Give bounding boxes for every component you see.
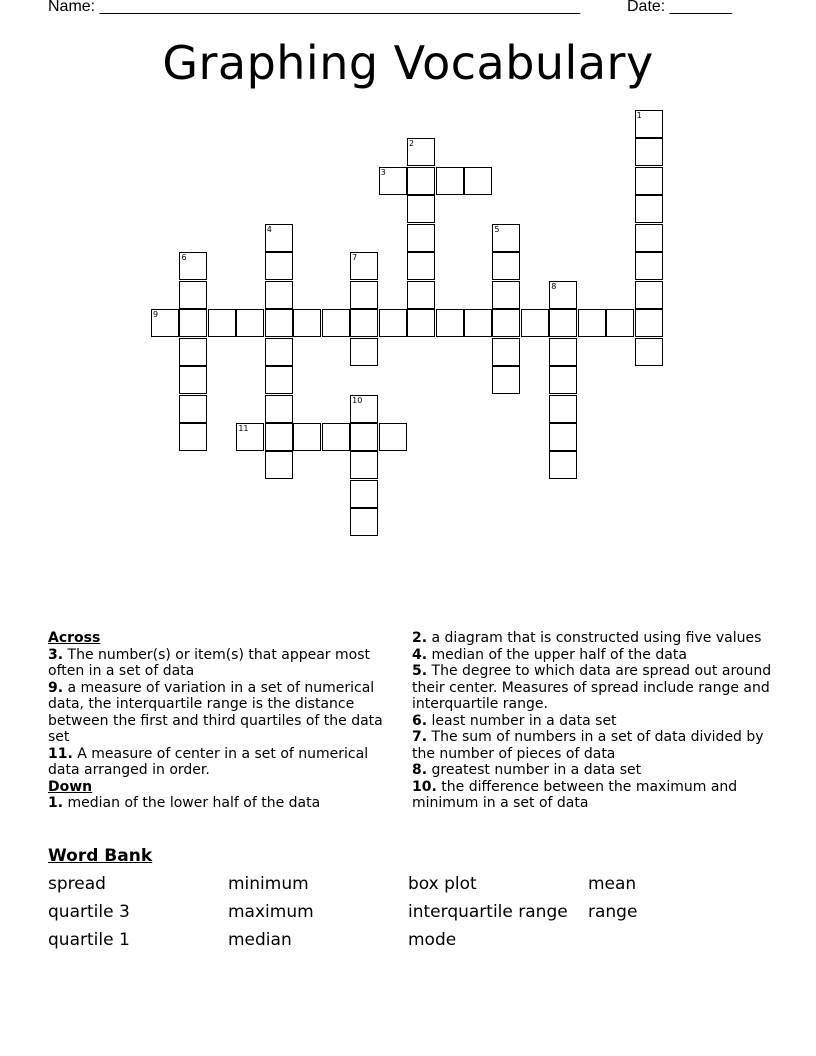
date-field: Date: _______ xyxy=(627,0,732,15)
crossword-cell[interactable] xyxy=(379,309,407,337)
word-bank-item: range xyxy=(588,902,638,922)
crossword-cell[interactable] xyxy=(606,309,634,337)
crossword-cell[interactable] xyxy=(293,423,321,451)
crossword-cell[interactable] xyxy=(635,110,663,138)
crossword-cell[interactable] xyxy=(265,451,293,479)
crossword-cell[interactable] xyxy=(265,224,293,252)
crossword-cell[interactable] xyxy=(549,366,577,394)
crossword-cell[interactable] xyxy=(635,309,663,337)
crossword-cell[interactable] xyxy=(179,423,207,451)
clues-left-column xyxy=(48,630,398,812)
crossword-cell[interactable] xyxy=(549,451,577,479)
clue-number: 3 xyxy=(380,167,386,177)
clue-number: 10 xyxy=(352,395,363,405)
clue-across-3: 3. The number(s) or item(s) that appear most often in a set of data xyxy=(48,646,370,679)
crossword-cell[interactable] xyxy=(549,281,577,309)
crossword-cell[interactable] xyxy=(379,423,407,451)
crossword-cell[interactable] xyxy=(350,451,378,479)
crossword-cell[interactable] xyxy=(635,167,663,195)
crossword-cell[interactable] xyxy=(265,281,293,309)
word-bank-item: maximum xyxy=(228,902,314,922)
crossword-cell[interactable] xyxy=(492,224,520,252)
clue-down-10: 10. the difference between the maximum and minimum in a set of data xyxy=(412,778,738,811)
crossword-cell[interactable] xyxy=(179,338,207,366)
crossword-cell[interactable] xyxy=(265,395,293,423)
crossword-cell[interactable] xyxy=(492,366,520,394)
crossword-cell[interactable] xyxy=(492,309,520,337)
clue-number: 5 xyxy=(494,224,500,234)
crossword-cell[interactable] xyxy=(179,252,207,280)
name-field: Name: ______________________________________________________ xyxy=(48,0,581,15)
clue-number: 6 xyxy=(181,253,187,263)
crossword-cell[interactable] xyxy=(492,252,520,280)
clue-down-1: 1. median of the lower half of the data xyxy=(48,795,321,811)
crossword-cell[interactable] xyxy=(492,338,520,366)
word-bank-item: mode xyxy=(408,930,457,950)
crossword-cell[interactable] xyxy=(293,309,321,337)
crossword-cell[interactable] xyxy=(407,224,435,252)
clue-number: 11 xyxy=(238,423,249,433)
word-bank-item: quartile 3 xyxy=(48,902,130,922)
clue-number: 9 xyxy=(153,310,159,320)
crossword-cell[interactable] xyxy=(350,395,378,423)
word-bank-item: mean xyxy=(588,874,637,894)
crossword-cell[interactable] xyxy=(265,366,293,394)
crossword-cell[interactable] xyxy=(635,281,663,309)
clue-number: 7 xyxy=(352,253,358,263)
crossword-cell[interactable] xyxy=(236,423,264,451)
crossword-cell[interactable] xyxy=(350,252,378,280)
page-title: Graphing Vocabulary xyxy=(162,36,654,90)
crossword-cell[interactable] xyxy=(464,167,492,195)
crossword-cell[interactable] xyxy=(265,423,293,451)
crossword-cell[interactable] xyxy=(492,281,520,309)
crossword-cell[interactable] xyxy=(350,480,378,508)
crossword-cell[interactable] xyxy=(179,281,207,309)
clue-number: 4 xyxy=(266,224,272,234)
crossword-cell[interactable] xyxy=(407,252,435,280)
crossword-cell[interactable] xyxy=(635,252,663,280)
crossword-cell[interactable] xyxy=(350,281,378,309)
clue-down-6: 6. least number in a data set xyxy=(412,712,617,729)
crossword-cell[interactable] xyxy=(265,338,293,366)
clue-down-4: 4. median of the upper half of the data xyxy=(412,646,687,663)
clue-down-7: 7. The sum of numbers in a set of data divided by the number of pieces of data xyxy=(412,729,764,762)
crossword-cell[interactable] xyxy=(350,423,378,451)
word-bank-item: spread xyxy=(48,874,106,894)
crossword-cell[interactable] xyxy=(350,338,378,366)
word-bank-item: box plot xyxy=(408,874,477,894)
crossword-cell[interactable] xyxy=(549,309,577,337)
crossword-cell[interactable] xyxy=(635,224,663,252)
clues-right-column xyxy=(412,630,772,812)
crossword-cell[interactable] xyxy=(464,309,492,337)
crossword-cell[interactable] xyxy=(379,167,407,195)
crossword-cell[interactable] xyxy=(407,167,435,195)
crossword-cell[interactable] xyxy=(549,395,577,423)
crossword-cell[interactable] xyxy=(635,195,663,223)
crossword-cell[interactable] xyxy=(350,309,378,337)
crossword-cell[interactable] xyxy=(265,252,293,280)
crossword-cell[interactable] xyxy=(407,281,435,309)
word-bank-item: median xyxy=(228,930,292,950)
crossword-cell[interactable] xyxy=(549,338,577,366)
crossword-cell[interactable] xyxy=(549,423,577,451)
crossword-cell[interactable] xyxy=(350,508,378,536)
clue-across-11: 11. A measure of center in a set of numerical data arranged in order. xyxy=(48,745,369,778)
clue-down-5: 5. The degree to which data are spread out around their center. Measures of spread include range and interquartile range. xyxy=(412,663,772,712)
crossword-cell[interactable] xyxy=(521,309,549,337)
crossword-cell[interactable] xyxy=(208,309,236,337)
crossword-cell[interactable] xyxy=(322,423,350,451)
clue-number: 2 xyxy=(409,139,415,149)
crossword-cell[interactable] xyxy=(635,138,663,166)
word-bank-item: quartile 1 xyxy=(48,930,130,950)
word-bank-title: Word Bank xyxy=(48,846,153,866)
crossword-cell[interactable] xyxy=(407,309,435,337)
crossword-cell[interactable] xyxy=(151,309,179,337)
word-bank-item: minimum xyxy=(228,874,309,894)
crossword-cell[interactable] xyxy=(578,309,606,337)
crossword-cell[interactable] xyxy=(407,195,435,223)
crossword-cell[interactable] xyxy=(322,309,350,337)
crossword-cell[interactable] xyxy=(436,167,464,195)
crossword-cell[interactable] xyxy=(635,338,663,366)
crossword-cell[interactable] xyxy=(407,138,435,166)
clue-number: 1 xyxy=(636,111,642,120)
crossword-cell[interactable] xyxy=(236,309,264,337)
crossword-cell[interactable] xyxy=(179,309,207,337)
clue-down-2: 2. a diagram that is constructed using five values xyxy=(412,630,762,646)
across-heading: Across xyxy=(48,630,101,646)
clue-across-9: 9. a measure of variation in a set of numerical data, the interquartile range is the distance between the first and third quartiles of the data set xyxy=(48,679,383,745)
crossword-cell[interactable] xyxy=(179,366,207,394)
crossword-cell[interactable] xyxy=(179,395,207,423)
crossword-cell[interactable] xyxy=(265,309,293,337)
crossword-cell[interactable] xyxy=(436,309,464,337)
word-bank-item: interquartile range xyxy=(408,902,568,922)
clue-number: 8 xyxy=(551,281,557,291)
down-heading: Down xyxy=(48,778,93,795)
clue-down-8: 8. greatest number in a data set xyxy=(412,762,642,778)
